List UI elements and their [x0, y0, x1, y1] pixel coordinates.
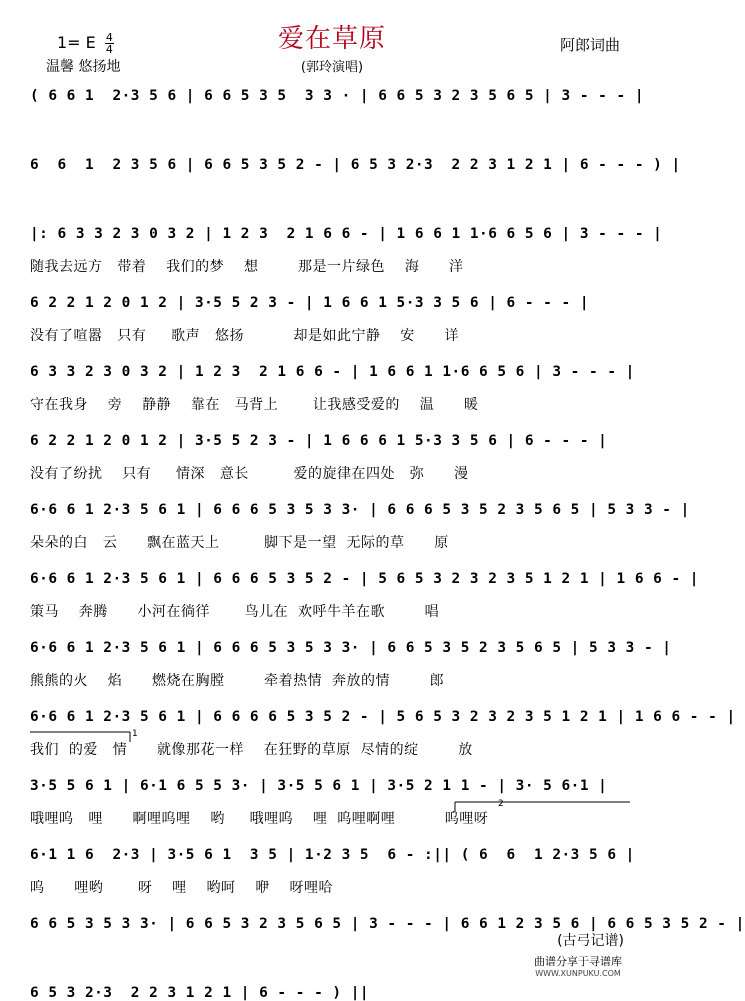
notation-row: 6 2 2 1 2 0 1 2 | 3·5 5 2 3 - | 1 6 6 1 5·3 3 5 6 | 6 - - - | — [30, 295, 589, 311]
notation-row: 6 5 3 2·3 2 2 3 1 2 1 | 6 - - - ) || — [30, 985, 370, 1001]
lyric-row: 熊熊的火 焰 燃烧在胸膛 牵着热情 奔放的情 郎 — [30, 673, 445, 689]
notation-row: 6 6 1 2 3 5 6 | 6 6 5 3 5 2 - | 6 5 3 2·3 2 2 3 1 2 1 | 6 - - - ) | — [30, 157, 681, 173]
lyric-row: 朵朵的白 云 飘在蓝天上 脚下是一望 无际的草 原 — [30, 535, 449, 551]
key-label: 1= E — [57, 33, 96, 52]
time-bottom: 4 — [105, 43, 113, 56]
notation-row: 3·5 5 6 1 | 6·1 6 5 5 3· | 3·5 5 6 1 | 3·5 2 1 1 - | 3· 5 6·1 | — [30, 778, 608, 794]
singer-credit: (郭玲演唱) — [300, 60, 364, 75]
lyric-row: 没有了纷扰 只有 情深 意长 爱的旋律在四处 弥 漫 — [30, 466, 469, 482]
lyric-row: 呜 哩哟 呀 哩 哟呵 咿 呀哩哈 — [30, 880, 334, 896]
lyric-row: 策马 奔腾 小河在徜徉 鸟儿在 欢呼牛羊在歌 唱 — [30, 604, 440, 620]
time-top: 4 — [105, 31, 113, 44]
notation-row: 6·1 1 6 2·3 | 3·5 6 1 3 5 | 1·2 3 5 6 - :|| ( 6 6 1 2·3 5 6 | — [30, 847, 635, 863]
volta-2-number: 2 — [498, 799, 504, 809]
transcriber-credit: (古弓记谱) — [557, 933, 624, 949]
notation-row: |: 6 3 3 2 3 0 3 2 | 1 2 3 2 1 6 6 - | 1 6 6 1 1·6 6 5 6 | 3 - - - | — [30, 226, 663, 242]
expression-mark: 温馨 悠扬地 — [46, 59, 121, 75]
notation-row: ( 6 6 1 2·3 5 6 | 6 6 5 3 5 3 3 · | 6 6 5 3 2 3 5 6 5 | 3 - - - | — [30, 88, 644, 104]
site-name: 曲谱分享于寻谱库 — [534, 955, 622, 968]
volta-1-number: 1 — [132, 729, 138, 739]
notation-row: 6·6 6 1 2·3 5 6 1 | 6 6 6 5 3 5 2 - | 5 6 5 3 2 3 2 3 5 1 2 1 | 1 6 6 - | — [30, 571, 699, 587]
lyric-row: 没有了喧嚣 只有 歌声 悠扬 却是如此宁静 安 详 — [30, 328, 459, 344]
notation-row: 6 2 2 1 2 0 1 2 | 3·5 5 2 3 - | 1 6 6 6 1 5·3 3 5 6 | 6 - - - | — [30, 433, 608, 449]
site-footer — [534, 956, 622, 980]
lyric-row: 我们 的爱 情 就像那花一样 在狂野的草原 尽情的绽 放 — [30, 742, 473, 758]
composer-credit: 阿郎词曲 — [559, 36, 620, 54]
notation-row: 6·6 6 1 2·3 5 6 1 | 6 6 6 6 5 3 5 2 - | 5 6 5 3 2 3 2 3 5 1 2 1 | 1 6 6 - - | — [30, 709, 736, 725]
site-url: WWW.XUNPUKU.COM — [535, 969, 621, 978]
notation-row: 6·6 6 1 2·3 5 6 1 | 6 6 6 5 3 5 3 3· | 6 6 6 5 3 5 2 3 5 6 5 | 5 3 3 - | — [30, 502, 690, 518]
notation-row: 6 6 5 3 5 3 3· | 6 6 5 3 2 3 5 6 5 | 3 - - - | 6 6 1 2 3 5 6 | 6 6 5 3 5 2 - | — [30, 916, 745, 932]
lyric-row: 守在我身 旁 静静 靠在 马背上 让我感受爱的 温 暖 — [30, 397, 479, 413]
lyric-row: 随我去远方 带着 我们的梦 想 那是一片绿色 海 洋 — [30, 259, 464, 275]
notation-row: 6·6 6 1 2·3 5 6 1 | 6 6 6 5 3 5 3 3· | 6 6 5 3 5 2 3 5 6 5 | 5 3 3 - | — [30, 640, 672, 656]
song-title: 爱在草原 — [277, 24, 386, 54]
lyric-row: 哦哩呜 哩 啊哩呜哩 哟 哦哩呜 哩 呜哩啊哩 呜哩呀 — [30, 811, 489, 827]
notation-row: 6 3 3 2 3 0 3 2 | 1 2 3 2 1 6 6 - | 1 6 6 1 1·6 6 5 6 | 3 - - - | — [30, 364, 635, 380]
